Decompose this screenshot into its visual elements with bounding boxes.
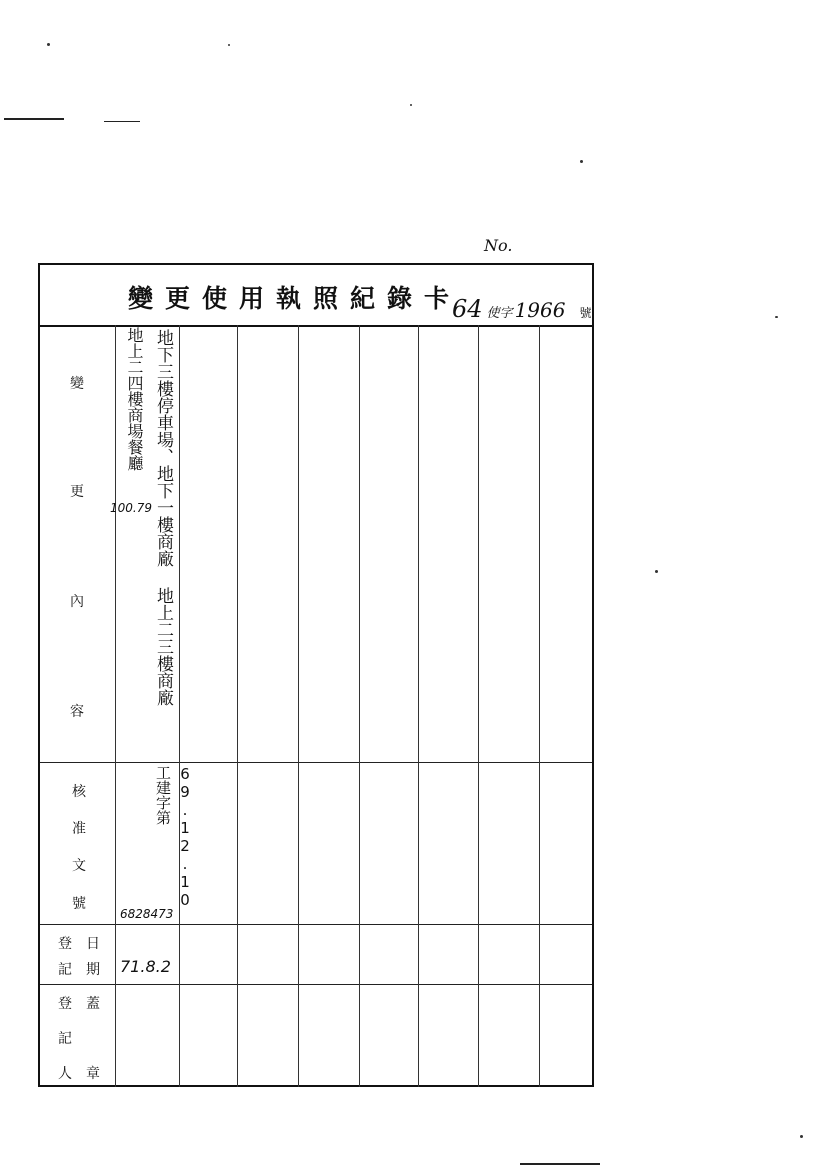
scan-speck xyxy=(775,316,778,318)
scan-artifact-line xyxy=(520,1163,600,1165)
label-approval-2: 准 xyxy=(72,821,86,837)
scan-artifact-line xyxy=(104,121,140,122)
scan-speck xyxy=(655,570,658,573)
scan-speck xyxy=(580,160,583,163)
label-change-1: 變 xyxy=(70,376,84,392)
label-date-2: 期 xyxy=(86,962,100,978)
column-divider xyxy=(359,325,360,1087)
entry-content-text-1: 地下三樓停車場、地下一樓商廠 地上二三樓商廠 xyxy=(153,329,173,706)
record-card xyxy=(38,263,594,1087)
scan-speck xyxy=(410,104,412,106)
entry-content-text-2: 地上二四樓商場餐廳 xyxy=(125,327,144,471)
title-row xyxy=(40,265,592,327)
scan-speck xyxy=(800,1135,803,1138)
column-divider xyxy=(418,325,419,1087)
label-reg-2: 記 xyxy=(58,962,72,978)
label-change-4: 容 xyxy=(70,704,84,720)
entry-approval-text: 69.12.10工建字第 xyxy=(154,765,194,909)
entry-reg-date: 71.8.2 xyxy=(120,957,171,976)
scan-speck xyxy=(228,44,230,46)
row-divider xyxy=(40,762,592,763)
column-divider xyxy=(237,325,238,1087)
label-reg-1: 登 xyxy=(58,936,72,952)
column-divider xyxy=(179,325,180,1087)
label-registrant-3: 人 xyxy=(58,1066,72,1082)
scan-artifact-line xyxy=(4,118,64,120)
label-registrant-1: 登 xyxy=(58,996,72,1012)
label-change-3: 內 xyxy=(70,594,84,610)
label-stamp-1: 蓋 xyxy=(86,996,100,1012)
entry-approval-number: 6828473 xyxy=(120,907,174,921)
label-approval-4: 號 xyxy=(72,896,86,912)
permit-kind: 使字 xyxy=(486,306,513,321)
column-divider xyxy=(539,325,540,1087)
row-divider xyxy=(40,924,592,925)
scan-speck xyxy=(47,43,50,46)
label-change-2: 更 xyxy=(70,484,84,500)
label-approval-3: 文 xyxy=(72,858,86,874)
permit-number xyxy=(452,295,591,323)
label-registrant-2: 記 xyxy=(58,1031,72,1047)
no-mark: No. xyxy=(484,236,513,255)
card-title: 變更使用執照紀錄卡 xyxy=(128,284,462,313)
row-divider xyxy=(40,984,592,985)
permit-serial: 1966 xyxy=(514,298,566,322)
column-divider xyxy=(298,325,299,1087)
entry-area: 100.79 xyxy=(110,501,152,515)
label-approval-1: 核 xyxy=(72,784,86,800)
permit-year: 64 xyxy=(452,295,483,323)
column-divider xyxy=(478,325,479,1087)
label-date-1: 日 xyxy=(86,936,100,952)
permit-suffix: 號 xyxy=(579,306,592,320)
label-stamp-2: 章 xyxy=(86,1066,100,1082)
column-divider xyxy=(115,325,116,1087)
